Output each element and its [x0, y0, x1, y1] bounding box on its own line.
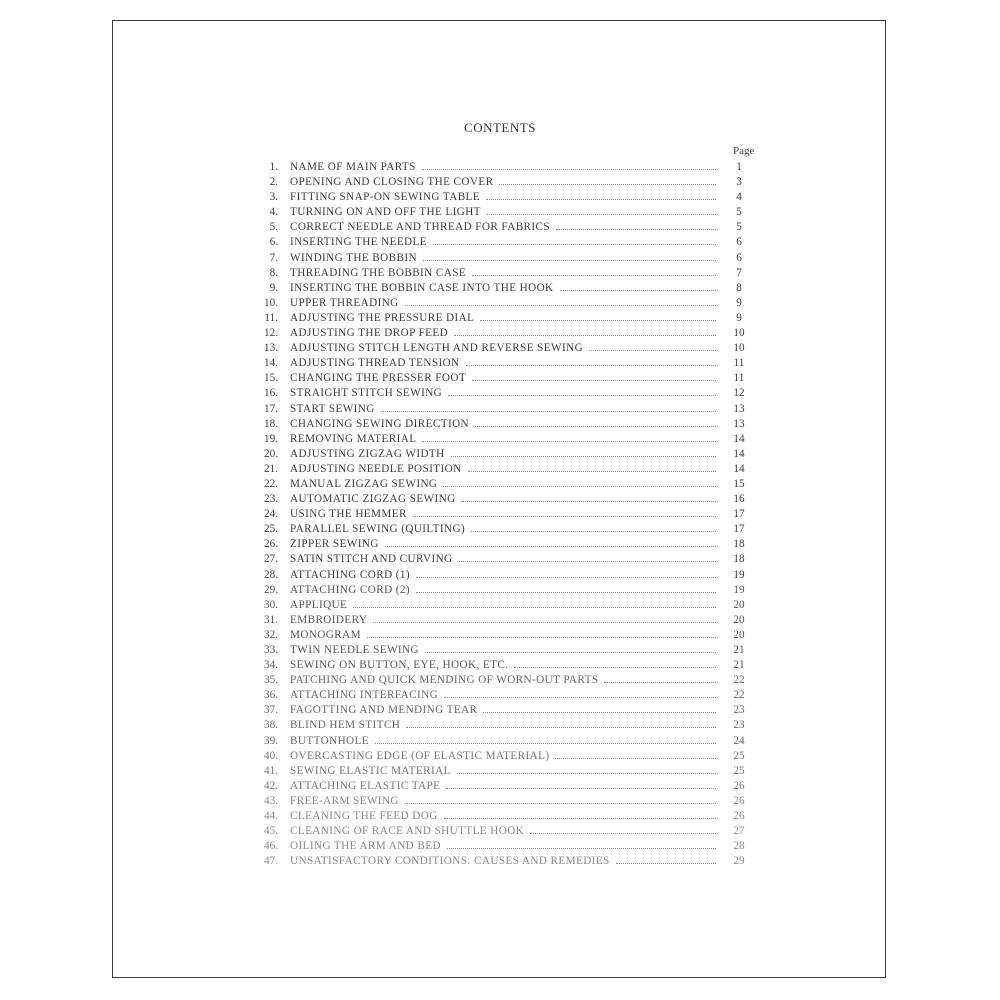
dot-leader: [451, 447, 716, 457]
toc-entry-title: APPLIQUE: [290, 598, 348, 611]
toc-entry: [252, 643, 758, 658]
toc-entry-title: ADJUSTING THREAD TENSION: [290, 357, 460, 370]
toc-entry: [252, 477, 758, 492]
toc-entry: [252, 688, 758, 703]
toc-entry-page: 20: [733, 628, 745, 641]
toc-entry-number: 17.: [264, 402, 278, 415]
toc-entry-page: 24: [733, 734, 745, 747]
toc-entry-title: BUTTONHOLE: [290, 734, 369, 747]
toc-entry: [252, 447, 758, 462]
toc-entry-page: 8: [736, 281, 742, 294]
toc-entry-number: 27.: [264, 553, 278, 566]
toc-entry: [252, 824, 758, 839]
toc-entry: [252, 583, 758, 598]
toc-entry-title: INSERTING THE BOBBIN CASE INTO THE HOOK: [290, 281, 554, 294]
toc-entry-page: 21: [733, 644, 745, 656]
toc-entry-title: CORRECT NEEDLE AND THREAD FOR FABRICS: [290, 221, 551, 234]
dot-leader: [499, 175, 716, 185]
toc-entry-page: 5: [736, 221, 742, 234]
toc-entry-title: MONOGRAM: [290, 628, 361, 641]
toc-entry-title: WINDING THE BOBBIN: [290, 251, 417, 264]
toc-entry-title: UNSATISFACTORY CONDITIONS: CAUSES AND REMEDIES: [290, 855, 610, 868]
toc-entry-page: 10: [733, 327, 745, 340]
toc-entry-page: 18: [733, 538, 745, 551]
toc-entry-page: 14: [733, 447, 745, 460]
toc-entry-title: PARALLEL SEWING (QUILTING): [290, 523, 466, 536]
toc-entry-page: 6: [736, 251, 742, 264]
toc-entry-page: 9: [736, 296, 742, 309]
toc-entry-number: 40.: [264, 749, 278, 762]
toc-entry-page: 3: [736, 176, 742, 189]
dot-leader: [468, 462, 716, 472]
toc-entry-page: 28: [733, 840, 745, 853]
toc-entry-number: 33.: [264, 644, 278, 656]
toc-entry-number: 3.: [269, 191, 278, 204]
toc-entry: [252, 175, 758, 190]
toc-entry-number: 14.: [264, 357, 278, 370]
toc-entry-title: FREE-ARM SEWING: [290, 794, 399, 807]
toc-entry: [252, 809, 758, 824]
toc-entry-title: TURNING ON AND OFF THE LIGHT: [290, 206, 481, 219]
toc-entry-page: 25: [733, 764, 745, 777]
toc-entry-title: ATTACHING ELASTIC TAPE: [290, 779, 441, 792]
toc-entry-number: 35.: [264, 674, 278, 687]
toc-entry-number: 15.: [264, 372, 278, 385]
toc-entry-title: TWIN NEEDLE SEWING: [290, 644, 419, 656]
toc-entry-page: 25: [733, 749, 745, 762]
toc-entry-title: CHANGING THE PRESSER FOOT: [290, 372, 467, 385]
toc-entry-number: 37.: [264, 704, 278, 717]
dot-leader: [406, 718, 716, 728]
dot-leader: [433, 235, 716, 245]
toc-entry-page: 18: [733, 553, 745, 566]
toc-entry-title: PATCHING AND QUICK MENDING OF WORN-OUT PARTS: [290, 674, 599, 687]
toc-entry: [252, 854, 758, 869]
toc-entry-number: 44.: [264, 810, 278, 823]
dot-leader: [466, 356, 716, 366]
toc-entry-number: 45.: [264, 825, 278, 838]
toc-entry-page: 6: [736, 236, 742, 249]
toc-entry-title: REMOVING MATERIAL: [290, 432, 417, 445]
toc-entry-page: 15: [733, 477, 745, 490]
toc-entry-number: 10.: [264, 296, 278, 309]
dot-leader: [487, 205, 716, 215]
dot-leader: [444, 809, 716, 819]
toc-entry-number: 30.: [264, 598, 278, 611]
toc-entry-title: CLEANING THE FEED DOG: [290, 810, 438, 823]
toc-entry-title: SEWING ON BUTTON, EYE, HOOK, ETC.: [290, 659, 509, 672]
dot-leader: [375, 734, 716, 744]
toc-entry-title: AUTOMATIC ZIGZAG SEWING: [290, 493, 456, 506]
toc-entry: [252, 281, 758, 296]
toc-entry: [252, 266, 758, 281]
toc-entry-title: CLEANING OF RACE AND SHUTTLE HOOK: [290, 825, 525, 838]
toc-entry-title: NAME OF MAIN PARTS: [290, 161, 416, 173]
toc-entry: [252, 235, 758, 250]
dot-leader: [483, 703, 716, 713]
dot-leader: [385, 537, 716, 547]
dot-leader: [381, 402, 716, 412]
toc-entry-number: 21.: [264, 462, 278, 475]
toc-entry-page: 17: [733, 508, 745, 521]
dot-leader: [444, 688, 716, 698]
toc-entry: [252, 507, 758, 522]
toc-entry: [252, 613, 758, 628]
toc-entry-number: 2.: [269, 176, 278, 189]
page-column-label: Page: [733, 145, 755, 157]
toc-entry: [252, 371, 758, 386]
toc-entry-page: 17: [733, 523, 745, 536]
dot-leader: [459, 552, 716, 562]
toc-entry-number: 7.: [269, 251, 278, 264]
toc-entry-number: 29.: [264, 583, 278, 596]
toc-entry-number: 38.: [264, 719, 278, 732]
toc-entry-title: ADJUSTING NEEDLE POSITION: [290, 462, 462, 475]
toc-entry: [252, 598, 758, 613]
toc-entry-page: 19: [733, 583, 745, 596]
toc-entry-title: CHANGING SEWING DIRECTION: [290, 417, 470, 430]
dot-leader: [475, 417, 716, 427]
table-of-contents: [252, 160, 758, 869]
toc-entry-title: SEWING ELASTIC MATERIAL: [290, 764, 451, 777]
toc-entry-title: ZIPPER SEWING: [290, 538, 379, 551]
toc-entry-number: 13.: [264, 342, 278, 355]
toc-entry-page: 20: [733, 613, 745, 626]
toc-entry-number: 36.: [264, 689, 278, 702]
toc-entry: [252, 251, 758, 266]
dot-leader: [422, 432, 716, 442]
toc-entry-page: 9: [736, 311, 742, 324]
toc-entry: [252, 432, 758, 447]
toc-entry-title: ADJUSTING THE PRESSURE DIAL: [290, 311, 475, 324]
toc-entry: [252, 749, 758, 764]
toc-entry-page: 22: [733, 689, 745, 702]
dot-leader: [486, 190, 716, 200]
dot-leader: [616, 854, 716, 864]
toc-entry: [252, 764, 758, 779]
toc-entry-title: ATTACHING CORD (1): [290, 568, 411, 581]
dot-leader: [472, 371, 716, 381]
toc-entry-page: 26: [733, 794, 745, 807]
toc-entry-number: 12.: [264, 327, 278, 340]
dot-leader: [480, 311, 716, 321]
toc-entry: [252, 537, 758, 552]
toc-entry-page: 23: [733, 704, 745, 717]
dot-leader: [589, 341, 716, 351]
dot-leader: [422, 160, 716, 170]
toc-entry: [252, 326, 758, 341]
toc-entry: [252, 628, 758, 643]
toc-entry-number: 16.: [264, 387, 278, 400]
toc-entry-number: 31.: [264, 613, 278, 626]
toc-entry-title: INSERTING THE NEEDLE: [290, 236, 427, 249]
toc-entry: [252, 552, 758, 567]
dot-leader: [367, 628, 716, 638]
toc-entry-number: 1.: [269, 161, 278, 173]
toc-entry-number: 34.: [264, 659, 278, 672]
toc-entry: [252, 190, 758, 205]
toc-entry: [252, 522, 758, 537]
dot-leader: [446, 779, 716, 789]
toc-entry-title: FITTING SNAP-ON SEWING TABLE: [290, 191, 481, 204]
dot-leader: [353, 598, 716, 608]
toc-entry-number: 5.: [269, 221, 278, 234]
toc-entry: [252, 794, 758, 809]
dot-leader: [462, 492, 716, 502]
toc-entry-page: 26: [733, 810, 745, 823]
toc-entry-page: 29: [733, 855, 745, 868]
dot-leader: [555, 749, 716, 759]
dot-leader: [447, 839, 716, 849]
toc-entry-page: 23: [733, 719, 745, 732]
toc-entry: [252, 839, 758, 854]
toc-entry-page: 14: [733, 462, 745, 475]
toc-entry-page: 22: [733, 674, 745, 687]
dot-leader: [457, 764, 716, 774]
toc-entry-title: UPPER THREADING: [290, 296, 399, 309]
toc-entry-number: 39.: [264, 734, 278, 747]
toc-entry: [252, 673, 758, 688]
toc-entry: [252, 296, 758, 311]
toc-entry-number: 28.: [264, 568, 278, 581]
toc-entry-number: 24.: [264, 508, 278, 521]
toc-entry-page: 13: [733, 417, 745, 430]
toc-entry: [252, 462, 758, 477]
toc-entry-number: 47.: [264, 855, 278, 868]
dot-leader: [405, 794, 716, 804]
dot-leader: [604, 673, 716, 683]
dot-leader: [413, 507, 716, 517]
toc-entry: [252, 356, 758, 371]
toc-entry-page: 11: [733, 372, 745, 385]
dot-leader: [454, 326, 716, 336]
toc-entry-title: OPENING AND CLOSING THE COVER: [290, 176, 494, 189]
toc-entry-page: 11: [733, 357, 745, 370]
dot-leader: [405, 296, 716, 306]
dot-leader: [423, 251, 716, 261]
toc-entry-title: SATIN STITCH AND CURVING: [290, 553, 453, 566]
toc-entry-page: 12: [733, 387, 745, 400]
toc-entry-page: 14: [733, 432, 745, 445]
toc-entry-number: 11.: [264, 311, 278, 324]
toc-entry-page: 5: [736, 206, 742, 219]
toc-entry: [252, 718, 758, 733]
toc-entry-title: ATTACHING INTERFACING: [290, 689, 439, 702]
toc-entry-title: ADJUSTING ZIGZAG WIDTH: [290, 447, 445, 460]
contents-title: CONTENTS: [464, 120, 536, 135]
dot-leader: [416, 568, 716, 578]
toc-entry-page: 20: [733, 598, 745, 611]
toc-entry: [252, 703, 758, 718]
toc-entry-title: THREADING THE BOBBIN CASE: [290, 266, 467, 279]
toc-entry-number: 23.: [264, 493, 278, 506]
toc-entry-page: 4: [736, 191, 742, 204]
toc-entry: [252, 492, 758, 507]
dot-leader: [472, 266, 716, 276]
toc-entry: [252, 205, 758, 220]
toc-entry-number: 4.: [269, 206, 278, 219]
toc-entry-number: 25.: [264, 523, 278, 536]
toc-entry-title: STRAIGHT STITCH SEWING: [290, 387, 443, 400]
toc-entry-page: 7: [736, 266, 742, 279]
toc-entry-title: ADJUSTING THE DROP FEED: [290, 327, 449, 340]
dot-leader: [448, 386, 716, 396]
toc-entry-title: OVERCASTING EDGE (OF ELASTIC MATERIAL): [290, 749, 550, 762]
toc-entry-number: 22.: [264, 477, 278, 490]
dot-leader: [425, 643, 716, 653]
toc-entry-number: 6.: [269, 236, 278, 249]
toc-entry-title: FAGOTTING AND MENDING TEAR: [290, 704, 478, 717]
dot-leader: [514, 658, 716, 668]
toc-entry-number: 46.: [264, 840, 278, 853]
dot-leader: [560, 281, 716, 291]
toc-entry: [252, 734, 758, 749]
toc-entry-number: 41.: [264, 764, 278, 777]
dot-leader: [471, 522, 716, 532]
toc-entry: [252, 160, 758, 175]
toc-entry-title: ATTACHING CORD (2): [290, 583, 411, 596]
dot-leader: [530, 824, 716, 834]
toc-entry-title: USING THE HEMMER: [290, 508, 407, 521]
dot-leader: [443, 477, 716, 487]
toc-entry-page: 21: [733, 659, 745, 672]
toc-entry: [252, 341, 758, 356]
dot-leader: [556, 220, 716, 230]
toc-entry-page: 19: [733, 568, 745, 581]
toc-entry: [252, 417, 758, 432]
dot-leader: [416, 583, 716, 593]
toc-entry-page: 1: [736, 161, 742, 173]
toc-entry: [252, 658, 758, 673]
toc-entry-title: ADJUSTING STITCH LENGTH AND REVERSE SEWING: [290, 342, 584, 355]
toc-entry-number: 42.: [264, 779, 278, 792]
toc-entry-number: 20.: [264, 447, 278, 460]
toc-entry-title: OILING THE ARM AND BED: [290, 840, 441, 853]
toc-entry-number: 9.: [269, 281, 278, 294]
toc-entry: [252, 220, 758, 235]
toc-entry-number: 19.: [264, 432, 278, 445]
dot-leader: [373, 613, 716, 623]
toc-entry: [252, 779, 758, 794]
toc-entry: [252, 386, 758, 401]
toc-entry-number: 32.: [264, 628, 278, 641]
toc-entry: [252, 311, 758, 326]
toc-entry-number: 43.: [264, 794, 278, 807]
toc-entry-number: 26.: [264, 538, 278, 551]
toc-entry-title: START SEWING: [290, 402, 375, 415]
toc-entry-number: 18.: [264, 417, 278, 430]
toc-entry-page: 10: [733, 342, 745, 355]
toc-entry-page: 27: [733, 825, 745, 838]
toc-entry: [252, 402, 758, 417]
toc-entry-page: 26: [733, 779, 745, 792]
toc-entry-page: 13: [733, 402, 745, 415]
toc-entry-page: 16: [733, 493, 745, 506]
toc-entry-title: EMBROIDERY: [290, 613, 368, 626]
toc-entry-title: BLIND HEM STITCH: [290, 719, 401, 732]
toc-entry-number: 8.: [269, 266, 278, 279]
toc-entry: [252, 568, 758, 583]
toc-entry-title: MANUAL ZIGZAG SEWING: [290, 477, 438, 490]
